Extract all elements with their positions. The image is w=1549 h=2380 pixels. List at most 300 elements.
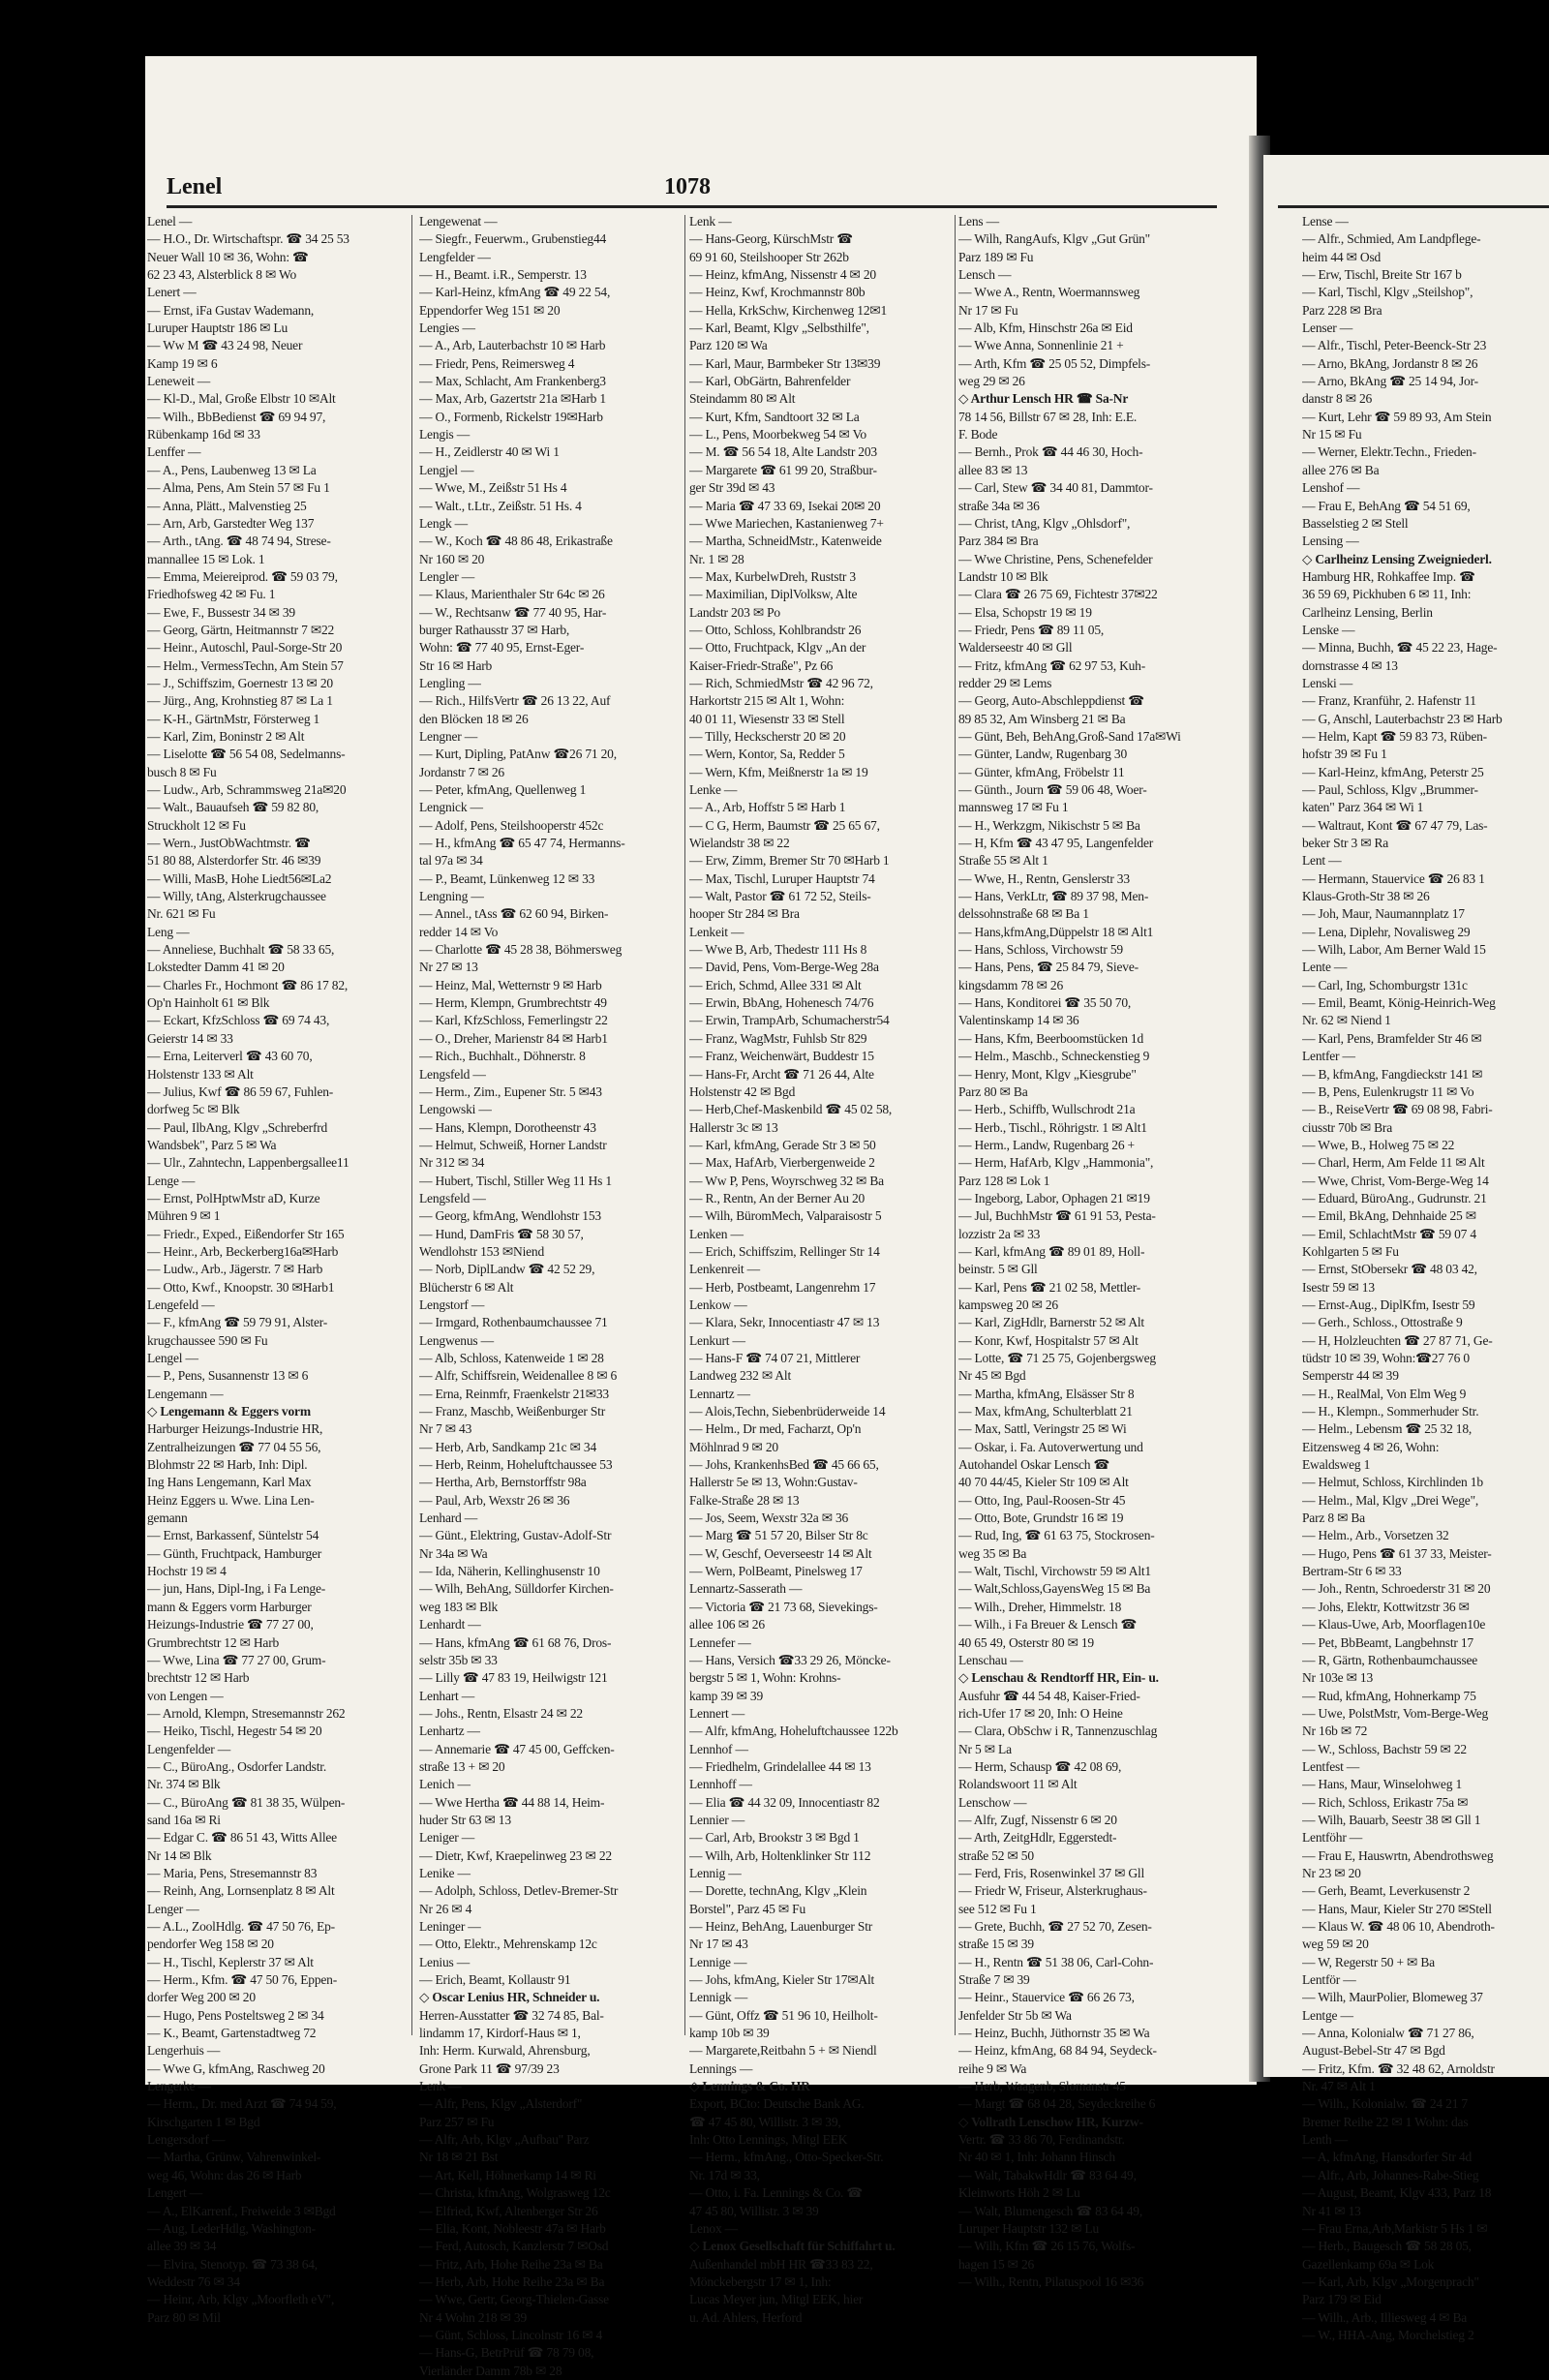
surname-heading: Lenth — xyxy=(1302,2132,1348,2148)
directory-entry-line: — Werner, Elektr.Techn., Frieden- xyxy=(1302,444,1476,460)
surname-heading: Lucas Meyer jun, Mitgl EEK, hier xyxy=(689,2292,864,2307)
surname-heading: katen" Parz 364 ✉ Wi 1 xyxy=(1302,800,1424,815)
surname-heading: 62 23 43, Alsterblick 8 ✉ Wo xyxy=(147,267,296,283)
directory-entry-line: — Franz, Weichenwärt, Buddestr 15 xyxy=(689,1049,874,1064)
surname-heading: allee 106 ✉ 26 xyxy=(689,1617,765,1632)
surname-heading: Herren-Ausstatter ☎ 32 74 85, Bal- xyxy=(419,2007,604,2023)
directory-entry-line: — Joh, Maur, Naumannplatz 17 xyxy=(1302,906,1465,922)
directory-entry-line: — Maximilian, DiplVolksw, Alte xyxy=(689,587,858,602)
surname-heading: Klaus-Groth-Str 38 ✉ 26 xyxy=(1302,889,1430,904)
directory-entry-line: — Helmut, Schloss, Kirchlinden 1b xyxy=(1302,1475,1483,1490)
directory-entry-line: — C., BüroAng ☎ 81 38 35, Wülpen- xyxy=(147,1794,346,1810)
directory-entry-line: — Karl, kfmAng ☎ 89 01 89, Holl- xyxy=(958,1243,1145,1259)
directory-entry-line: — Günt., Elektring, Gustav-Adolf-Str xyxy=(419,1528,612,1543)
directory-entry-line: — Eduard, BüroAng., Gudrunstr. 21 xyxy=(1302,1190,1487,1205)
surname-heading: Lenike — xyxy=(419,1865,471,1880)
surname-heading: Wohn: ☎ 77 40 95, Ernst-Eger- xyxy=(419,640,585,656)
surname-heading: Leneweit — xyxy=(147,374,211,389)
surname-heading: Lenhard — xyxy=(419,1510,478,1526)
surname-heading: Landweg 232 ✉ Alt xyxy=(689,1368,792,1384)
surname-heading: 51 80 88, Alsterdorfer Str. 46 ✉39 xyxy=(147,853,321,869)
directory-entry-line: — Alfr, Zugf, Nissenstr 6 ✉ 20 xyxy=(958,1812,1117,1827)
directory-entry-line: — Oskar, i. Fa. Autoverwertung und xyxy=(958,1439,1143,1454)
directory-entry-line: — Walt, Blumengesch ☎ 83 64 49, xyxy=(958,2203,1143,2218)
directory-entry-line: — Hugo, Pens Posteltsweg 2 ✉ 34 xyxy=(147,2007,324,2023)
surname-heading: Lenshof — xyxy=(1302,480,1360,496)
surname-heading: straße 52 ✉ 50 xyxy=(958,1847,1034,1863)
directory-entry-line: — Karl, Zim, Boninstr 2 ✉ Alt xyxy=(147,728,305,744)
directory-entry-line: — Christ, tAng, Klgv „Ohlsdorf", xyxy=(958,515,1131,531)
directory-entry-line: — Heinz, Kwf, Krochmannstr 80b xyxy=(689,285,866,300)
directory-entry-line: — Rud, kfmAng, Hohnerkamp 75 xyxy=(1302,1688,1476,1703)
directory-entry-line: — Siegfr., Feuerwm., Grubenstieg44 xyxy=(419,231,607,247)
directory-entry-line: — B., ReiseVertr ☎ 69 08 98, Fabri- xyxy=(1302,1102,1493,1117)
directory-entry-line: — Walt,Schloss,GayensWeg 15 ✉ Ba xyxy=(958,1581,1151,1597)
surname-heading: danstr 8 ✉ 26 xyxy=(1302,391,1373,407)
surname-heading: mannsweg 17 ✉ Fu 1 xyxy=(958,800,1069,815)
column-divider xyxy=(411,215,412,2035)
surname-heading: Ausfuhr ☎ 44 54 48, Kaiser-Fried- xyxy=(958,1688,1140,1703)
surname-heading: Wandsbek", Parz 5 ✉ Wa xyxy=(147,1137,277,1152)
surname-heading: Landstr 203 ✉ Po xyxy=(689,604,780,620)
directory-entry-line: — Jul, BuchhMstr ☎ 61 91 53, Pesta- xyxy=(958,1208,1156,1224)
directory-entry-line: — Helm., Lebensm ☎ 25 32 18, xyxy=(1302,1421,1473,1437)
directory-entry-line: — Alfr., Arb, Johannes-Rabe-Stieg xyxy=(1302,2167,1479,2182)
surname-heading: Wielandstr 38 ✉ 22 xyxy=(689,836,790,851)
surname-heading: mann & Eggers vorm Harburger xyxy=(147,1599,312,1614)
directory-entry-line: — Franz, Kranführ, 2. Hafenstr 11 xyxy=(1302,693,1476,709)
directory-entry-line: — Ewe, F., Bussestr 34 ✉ 39 xyxy=(147,604,295,620)
directory-entry-line: ◇ Vollrath Lenschow HR, Kurzw- xyxy=(958,2114,1143,2129)
directory-entry-line: — Helm, Kapt ☎ 59 83 73, Rüben- xyxy=(1302,728,1487,744)
header-rule-facing xyxy=(1278,205,1549,208)
surname-heading: Straße 7 ✉ 39 xyxy=(958,1972,1030,1988)
surname-heading: Lenkenreit — xyxy=(689,1262,760,1277)
directory-entry-line: — Charl, Herm, Am Felde 11 ✉ Alt xyxy=(1302,1155,1485,1171)
directory-entry-line: — Hans, Schloss, Virchowstr 59 xyxy=(958,942,1123,958)
surname-heading: Nr 15 ✉ Fu xyxy=(1302,427,1362,442)
directory-entry-line: — Helm., Maschb., Schneckenstieg 9 xyxy=(958,1049,1150,1064)
directory-entry-line: — K-H., GärtnMstr, Försterweg 1 xyxy=(147,711,320,726)
surname-heading: Lente — xyxy=(1302,960,1348,975)
directory-entry-line: — H, Holzleuchten ☎ 27 87 71, Ge- xyxy=(1302,1332,1493,1348)
directory-entry-line: — Wilh., Dreher, Himmelstr. 18 xyxy=(958,1599,1122,1614)
directory-entry-line: — Erwin, TrampArb, Schumacherstr54 xyxy=(689,1013,890,1028)
directory-entry-line: — B, kfmAng, Fangdieckstr 141 ✉ xyxy=(1302,1066,1483,1082)
surname-heading: Lentför — xyxy=(1302,1972,1356,1988)
surname-heading: Lenox — xyxy=(689,2220,738,2236)
directory-entry-line: — Max, KurbelwDreh, Ruststr 3 xyxy=(689,568,856,584)
directory-entry-line: — Klaus W. ☎ 48 06 10, Abendroth- xyxy=(1302,1919,1495,1934)
surname-heading: Nr 4 Wohn 218 ✉ 39 xyxy=(419,2309,527,2325)
directory-entry-line: — Hugo, Pens ☎ 61 37 33, Meister- xyxy=(1302,1545,1492,1561)
directory-entry-line: — Max, HafArb, Vierbergenweide 2 xyxy=(689,1155,875,1171)
surname-heading: Holstenstr 42 ✉ Bgd xyxy=(689,1083,796,1099)
surname-heading: see 512 ✉ Fu 1 xyxy=(958,1901,1037,1916)
surname-heading: Lengerhuis — xyxy=(147,2043,221,2059)
directory-entry-line: — Hund, DamFris ☎ 58 30 57, xyxy=(419,1226,584,1241)
directory-entry-line: — Hans, VerkLtr, ☎ 89 37 98, Men- xyxy=(958,889,1149,904)
surname-heading: Blohmstr 22 ✉ Harb, Inh: Dipl. xyxy=(147,1457,308,1473)
directory-entry-line: — Karl-Heinz, kfmAng, Peterstr 25 xyxy=(1302,764,1484,779)
surname-heading: 69 91 60, Steilshooper Str 262b xyxy=(689,249,849,264)
surname-heading: Mühren 9 ✉ 1 xyxy=(147,1208,221,1224)
surname-heading: mannallee 15 ✉ Lok. 1 xyxy=(147,551,265,566)
surname-heading: Lengnick — xyxy=(419,800,483,815)
surname-heading: allee 83 ✉ 13 xyxy=(958,462,1028,477)
surname-heading: Steindamm 80 ✉ Alt xyxy=(689,391,796,407)
surname-heading: Parz 80 ✉ Ba xyxy=(958,1083,1028,1099)
directory-entry-line: — Herb, Waagenb, Slomanstr 45 xyxy=(958,2079,1126,2094)
directory-entry-line: — H., Zeidlerstr 40 ✉ Wi 1 xyxy=(419,444,560,460)
surname-heading: Lengler — xyxy=(419,568,475,584)
surname-heading: Landstr 10 ✉ Blk xyxy=(958,568,1048,584)
surname-heading: kamp 10b ✉ 39 xyxy=(689,2026,770,2041)
directory-entry-line: — Charlotte ☎ 45 28 38, Böhmersweg xyxy=(419,942,623,958)
header-keyword: Lenel xyxy=(167,174,223,199)
directory-entry-line: — Herm., Landw, Rugenbarg 26 + xyxy=(958,1137,1135,1152)
column-3 xyxy=(689,213,960,2327)
surname-heading: Parz 128 ✉ Lok 1 xyxy=(958,1173,1050,1188)
surname-heading: Isestr 59 ✉ 13 xyxy=(1302,1279,1375,1295)
page-number: 1078 xyxy=(664,174,711,199)
directory-entry-line: — Annel., tAss ☎ 62 60 94, Birken- xyxy=(419,906,609,922)
surname-heading: Str 16 ✉ Harb xyxy=(419,657,493,673)
surname-heading: Walderseestr 40 ✉ Gll xyxy=(958,640,1073,656)
surname-heading: weg 183 ✉ Blk xyxy=(419,1599,499,1614)
directory-entry-line: — Wilh., Rentn, Pilatuspool 16 ✉36 xyxy=(958,2273,1144,2289)
directory-entry-line: ◇ Lenox Gesellschaft für Schiffahrt u. xyxy=(689,2239,896,2254)
directory-entry-line: — Frau Erna,Arb,Markistr 5 Hs 1 ✉ xyxy=(1302,2220,1488,2236)
surname-heading: 47 45 80, Willistr. 3 ✉ 39 xyxy=(689,2203,819,2218)
directory-entry-line: — Rich., Buchhalt., Döhnerstr. 8 xyxy=(419,1049,586,1064)
directory-entry-line: — Willi, MasB, Hohe Liedt56✉La2 xyxy=(147,870,332,886)
surname-heading: lindamm 17, Kirdorf-Haus ✉ 1, xyxy=(419,2026,581,2041)
directory-entry-line: — H., kfmAng ☎ 65 47 74, Hermanns- xyxy=(419,836,625,851)
surname-heading: weg 46, Wohn: das 26 ✉ Harb xyxy=(147,2167,302,2182)
surname-heading: lozzistr 2a ✉ 33 xyxy=(958,1226,1041,1241)
surname-heading: allee 39 ✉ 34 xyxy=(147,2239,217,2254)
surname-heading: Nr. 621 ✉ Fu xyxy=(147,906,216,922)
directory-entry-line: — Pet, BbBeamt, Langbehnstr 17 xyxy=(1302,1634,1473,1650)
directory-entry-line: — Ernst, PolHptwMstr aD, Kurze xyxy=(147,1190,320,1205)
directory-entry-line: — Wern, Kfm, Meißnerstr 1a ✉ 19 xyxy=(689,764,868,779)
directory-entry-line: — Georg, Auto-Abschleppdienst ☎ xyxy=(958,693,1144,709)
surname-heading: Holstenstr 133 ✉ Alt xyxy=(147,1066,254,1082)
directory-entry-line: — Erw, Zimm, Bremer Str 70 ✉Harb 1 xyxy=(689,853,890,869)
directory-entry-line: — Gerh., Schloss., Ottostraße 9 xyxy=(1302,1315,1463,1330)
surname-heading: reihe 9 ✉ Wa xyxy=(958,2060,1027,2076)
directory-entry-line: — Alb, Kfm, Hinschstr 26a ✉ Eid xyxy=(958,320,1133,336)
surname-heading: Lenk — xyxy=(419,2079,462,2094)
directory-entry-line: — Minna, Buchh, ☎ 45 22 23, Hage- xyxy=(1302,640,1498,656)
directory-entry-line: — Karl-Heinz, kfmAng ☎ 49 22 54, xyxy=(419,285,611,300)
directory-entry-line: — Margarete ☎ 61 99 20, Straßbur- xyxy=(689,462,877,477)
directory-entry-line: — Herb,Chef-Maskenbild ☎ 45 02 58, xyxy=(689,1102,893,1117)
surname-heading: Nr. 62 ✉ Niend 1 xyxy=(1302,1013,1391,1028)
surname-heading: Lengner — xyxy=(419,728,478,744)
surname-heading: Geierstr 14 ✉ 33 xyxy=(147,1030,233,1046)
surname-heading: tüdstr 10 ✉ 39, Wohn:☎27 76 0 xyxy=(1302,1351,1470,1365)
directory-entry-line: — Heinr., Arb, Beckerberg16a✉Harb xyxy=(147,1243,339,1259)
directory-entry-line: ◇ Lengemann & Eggers vorm xyxy=(147,1404,311,1419)
surname-heading: Semperstr 44 ✉ 39 xyxy=(1302,1368,1399,1384)
directory-entry-line: — Clara ☎ 26 75 69, Fichtestr 37✉22 xyxy=(958,587,1158,602)
surname-heading: Außenhandel mbH HR ☎33 83 22, xyxy=(689,2256,873,2272)
surname-heading: Nr 17 ✉ 43 xyxy=(689,1937,748,1952)
directory-entry-line: — Walt, Tischl, Virchowstr 59 ✉ Alt1 xyxy=(958,1564,1151,1579)
directory-entry-line: — Herb, Postbeamt, Langenrehm 17 xyxy=(689,1279,876,1295)
surname-heading: Lengfelder — xyxy=(419,249,491,264)
surname-heading: Lenel — xyxy=(147,214,193,229)
directory-entry-line: — Martha, Grünw, Vahrenwinkel- xyxy=(147,2150,321,2165)
surname-heading: 40 70 44/45, Kieler Str 109 ✉ Alt xyxy=(958,1475,1129,1490)
directory-entry-line: — Ernst, iFa Gustav Wademann, xyxy=(147,302,315,318)
directory-entry-line: — Ludw., Arb, Schrammsweg 21a✉20 xyxy=(147,782,347,797)
directory-entry-line: — Kl-D., Mal, Große Elbstr 10 ✉Alt xyxy=(147,391,336,407)
directory-entry-line: — Herm, Klempn, Grumbrechtstr 49 xyxy=(419,995,607,1011)
surname-heading: selstr 35b ✉ 33 xyxy=(419,1652,498,1667)
surname-heading: u. Ad. Ahlers, Herford xyxy=(689,2309,803,2325)
surname-heading: Lenski — xyxy=(1302,675,1353,690)
surname-heading: Eppendorfer Weg 151 ✉ 20 xyxy=(419,302,561,318)
directory-entry-line: — Johs, Elektr, Kottwitzstr 36 ✉ xyxy=(1302,1599,1470,1614)
directory-entry-line: — Paul, Schloss, Klgv „Brummer- xyxy=(1302,782,1478,797)
surname-heading: 78 14 56, Billstr 67 ✉ 28, Inh: E.E. xyxy=(958,409,1138,424)
directory-entry-line: — Walt., t.Ltr., Zeißstr. 51 Hs. 4 xyxy=(419,498,582,513)
directory-entry-line: — Wwe Christine, Pens, Schenefelder xyxy=(958,551,1153,566)
surname-heading: Nr. 47 ✉ Alt 1 xyxy=(1302,2079,1376,2094)
surname-heading: Lenhartz — xyxy=(419,1724,480,1739)
directory-entry-line: — August, Beamt, Klgv 433, Parz 18 xyxy=(1302,2185,1492,2201)
surname-heading: Lennartz-Sasserath — xyxy=(689,1581,803,1597)
directory-entry-line: — Otto, Fruchtpack, Klgv „An der xyxy=(689,640,866,656)
directory-entry-line: — Carl, Arb, Brookstr 3 ✉ Bgd 1 xyxy=(689,1830,860,1846)
surname-heading: hofstr 39 ✉ Fu 1 xyxy=(1302,747,1387,762)
directory-entry-line: — Hans-F ☎ 74 07 21, Mittlerer xyxy=(689,1351,861,1365)
surname-heading: 89 85 32, Am Winsberg 21 ✉ Ba xyxy=(958,711,1126,726)
directory-entry-line: — Hans, Versich ☎33 29 26, Möncke- xyxy=(689,1652,891,1667)
directory-entry-line: — Carl, Stew ☎ 34 40 81, Dammtor- xyxy=(958,480,1153,496)
directory-entry-line: — Hermann, Stauervice ☎ 26 83 1 xyxy=(1302,870,1485,886)
surname-heading: Falke-Straße 28 ✉ 13 xyxy=(689,1492,800,1508)
surname-heading: Lengling — xyxy=(419,675,481,690)
directory-entry-line: — Anna, Kolonialw ☎ 71 27 86, xyxy=(1302,2026,1474,2041)
surname-heading: Rübenkamp 16d ✉ 33 xyxy=(147,427,260,442)
directory-entry-line: — Ww M ☎ 43 24 98, Neuer xyxy=(147,338,303,353)
directory-entry-line: — Arnold, Klempn, Stresemannstr 262 xyxy=(147,1705,346,1721)
directory-entry-line: — W., HHA-Ang, Morchelstieg 2 xyxy=(1302,2327,1474,2342)
surname-heading: Nr 34a ✉ Wa xyxy=(419,1545,488,1561)
directory-entry-line: — Julius, Kwf ☎ 86 59 67, Fuhlen- xyxy=(147,1083,334,1099)
surname-heading: Lennhoff — xyxy=(689,1777,752,1792)
directory-entry-line: — Adolph, Schloss, Detlev-Bremer-Str xyxy=(419,1883,619,1899)
directory-entry-line: — Hella, KrkSchw, Kirchenweg 12✉1 xyxy=(689,302,888,318)
surname-heading: Jenfelder Str 5b ✉ Wa xyxy=(958,2007,1072,2023)
surname-heading: Luruper Hauptstr 186 ✉ Lu xyxy=(147,320,289,336)
directory-entry-line: — Martha, SchneidMstr., Katenweide xyxy=(689,534,882,549)
surname-heading: straße 34a ✉ 36 xyxy=(958,498,1040,513)
directory-entry-line: — Helm., Mal, Klgv „Drei Wege", xyxy=(1302,1492,1479,1508)
directory-entry-line: — Karl, Pens, Bramfelder Str 46 ✉ xyxy=(1302,1030,1482,1046)
directory-entry-line: — Art, Kell, Höhnerkamp 14 ✉ Ri xyxy=(419,2167,596,2182)
directory-entry-line: — W, Regerstr 50 + ✉ Ba xyxy=(1302,1954,1435,1969)
directory-entry-line: — Wwe A., Rentn, Woermannsweg xyxy=(958,285,1140,300)
directory-entry-line: — Karl, kfmAng, Gerade Str 3 ✉ 50 xyxy=(689,1137,876,1152)
directory-entry-line: — A., Arb, Hoffstr 5 ✉ Harb 1 xyxy=(689,800,846,815)
directory-entry-line: — Kurt, Lehr ☎ 59 89 93, Am Stein xyxy=(1302,409,1492,424)
directory-entry-line: — Herb, Reinm, Hoheluftchaussee 53 xyxy=(419,1457,613,1473)
directory-entry-line: — P., Pens, Susannenstr 13 ✉ 6 xyxy=(147,1368,309,1384)
directory-entry-line: — Alfr, Pens, Klgv „Alsterdorf" xyxy=(419,2096,583,2112)
surname-heading: Grone Park 11 ☎ 97/39 23 xyxy=(419,2060,560,2076)
surname-heading: August-Bebel-Str 47 ✉ Bgd xyxy=(1302,2043,1445,2059)
surname-heading: Ing Hans Lengemann, Karl Max xyxy=(147,1475,312,1490)
directory-entry-line: — O., Dreher, Marienstr 84 ✉ Harb1 xyxy=(419,1030,608,1046)
surname-heading: Nr 14 ✉ Blk xyxy=(147,1847,212,1863)
directory-entry-line: — Karl, KfzSchloss, Femerlingstr 22 xyxy=(419,1013,608,1028)
directory-entry-line: — B, Pens, Eulenkrugstr 11 ✉ Vo xyxy=(1302,1083,1474,1099)
directory-entry-line: — Herb., Schiffb, Wullschrodt 21a xyxy=(958,1102,1136,1117)
directory-entry-line: — Arno, BkAng, Jordanstr 8 ✉ 26 xyxy=(1302,355,1478,371)
directory-entry-line: — Walt, TabakwHdlr ☎ 83 64 49, xyxy=(958,2167,1137,2182)
directory-entry-line: — Günter, kfmAng, Fröbelstr 11 xyxy=(958,764,1125,779)
directory-entry-line: — Otto, Ing, Paul-Roosen-Str 45 xyxy=(958,1492,1126,1508)
directory-entry-line: — Lotte, ☎ 71 25 75, Gojenbergsweg xyxy=(958,1351,1156,1365)
directory-entry-line: — Heinr., Autoschl, Paul-Sorge-Str 20 xyxy=(147,640,343,656)
surname-heading: delssohnstraße 68 ✉ Ba 1 xyxy=(958,906,1089,922)
directory-entry-line: — Gerh, Beamt, Leverkusenstr 2 xyxy=(1302,1883,1471,1899)
directory-entry-line: — A., ElKarrenf., Freiweide 3 ✉Bgd xyxy=(147,2203,336,2218)
directory-entry-line: — Emil, Beamt, König-Heinrich-Weg xyxy=(1302,995,1496,1011)
surname-heading: Friedhofsweg 42 ✉ Fu. 1 xyxy=(147,587,276,602)
surname-heading: Wendlohstr 153 ✉Niend xyxy=(419,1243,545,1259)
directory-entry-line: — Ulr., Zahntechn, Lappenbergsallee11 xyxy=(147,1155,349,1171)
surname-heading: Lenius — xyxy=(419,1954,471,1969)
surname-heading: den Blöcken 18 ✉ 26 xyxy=(419,711,529,726)
surname-heading: Valentinskamp 14 ✉ 36 xyxy=(958,1013,1079,1028)
surname-heading: Hallerstr 3c ✉ 13 xyxy=(689,1119,778,1135)
directory-entry-line: — Wern, PolBeamt, Pinelsweg 17 xyxy=(689,1564,863,1579)
surname-heading: Lengning — xyxy=(419,889,484,904)
surname-heading: Lens — xyxy=(958,214,999,229)
surname-heading: Nr 27 ✉ 13 xyxy=(419,960,478,975)
surname-heading: Kohlgarten 5 ✉ Fu xyxy=(1302,1243,1399,1259)
surname-heading: Parz 120 ✉ Wa xyxy=(689,338,768,353)
directory-entry-line: — Karl, Maur, Barmbeker Str 13✉39 xyxy=(689,355,881,371)
directory-entry-line: — Hans, Maur, Winselohweg 1 xyxy=(1302,1777,1462,1792)
directory-entry-line: — Max, Sattl, Veringstr 25 ✉ Wi xyxy=(958,1421,1127,1437)
surname-heading: Lengsfeld — xyxy=(419,1190,486,1205)
directory-entry-line: — Karl, Pens ☎ 21 02 58, Mettler- xyxy=(958,1279,1141,1295)
directory-entry-line: — Friedhelm, Grindelallee 44 ✉ 13 xyxy=(689,1758,871,1774)
directory-entry-line: — Wilh, RangAufs, Klgv „Gut Grün" xyxy=(958,231,1150,247)
directory-entry-line: — Helm., Dr med, Facharzt, Op'n xyxy=(689,1421,862,1437)
directory-entry-line: — Hans, kfmAng ☎ 61 68 76, Dros- xyxy=(419,1634,612,1650)
surname-heading: Lenkeit — xyxy=(689,924,744,939)
surname-heading: Lenert — xyxy=(147,285,197,300)
directory-entry-line: — H, Kfm ☎ 43 47 95, Langenfelder xyxy=(958,836,1154,851)
directory-entry-line: — Heinr., Stauervice ☎ 66 26 73, xyxy=(958,1990,1135,2005)
surname-heading: Nr 5 ✉ La xyxy=(958,1741,1012,1756)
directory-entry-line: — Ferd, Autosch, Kanzlerstr 7 ✉Osd xyxy=(419,2239,609,2254)
directory-entry-line: — Emma, Meiereiprod. ☎ 59 03 79, xyxy=(147,568,338,584)
directory-entry-line: — Alois,Techn, Siebenbrüderweide 14 xyxy=(689,1404,886,1419)
surname-heading: brechtstr 12 ✉ Harb xyxy=(147,1670,250,1686)
surname-heading: Lengert — xyxy=(147,2185,203,2201)
surname-heading: krugchaussee 590 ✉ Fu xyxy=(147,1332,268,1348)
directory-entry-line: — Heiko, Tischl, Hegestr 54 ✉ 20 xyxy=(147,1724,322,1739)
surname-heading: busch 8 ✉ Fu xyxy=(147,764,217,779)
surname-heading: Lenge — xyxy=(147,1173,196,1188)
surname-heading: Möhlnrad 9 ✉ 20 xyxy=(689,1439,778,1454)
directory-entry-line: — A, kfmAng, Hansdorfer Str 4d xyxy=(1302,2150,1473,2165)
directory-entry-line: — Rud, Ing, ☎ 61 63 75, Stockrosen- xyxy=(958,1528,1155,1543)
directory-entry-line: — Wilh, BüromMech, Valparaisostr 5 xyxy=(689,1208,882,1224)
surname-heading: Export, BCto: Deutsche Bank AG. xyxy=(689,2096,865,2112)
directory-entry-line: — Herm, Schausp ☎ 42 08 69, xyxy=(958,1758,1122,1774)
surname-heading: Hallerstr 5e ✉ 13, Wohn:Gustav- xyxy=(689,1475,858,1490)
surname-heading: Lengies — xyxy=(419,320,475,336)
surname-heading: Lengowski — xyxy=(419,1102,492,1117)
directory-entry-line: — Martha, kfmAng, Elsässer Str 8 xyxy=(958,1386,1135,1401)
directory-entry-line: — Hans, Pens, ☎ 25 84 79, Sieve- xyxy=(958,960,1139,975)
directory-entry-line: — Karl, Beamt, Klgv „Selbsthilfe", xyxy=(689,320,869,336)
surname-heading: Lengis — xyxy=(419,427,471,442)
directory-entry-line: — Maria ☎ 47 33 69, Isekai 20✉ 20 xyxy=(689,498,881,513)
directory-entry-line: — Wern., JustObWachtmstr. ☎ xyxy=(147,836,311,851)
directory-entry-line: — Anna, Plätt., Malvenstieg 25 xyxy=(147,498,307,513)
directory-entry-line: — A.L., ZoolHdlg. ☎ 47 50 76, Ep- xyxy=(147,1919,335,1934)
surname-heading: Lennigk — xyxy=(689,1990,748,2005)
directory-entry-line: — Heinz, BehAng, Lauenburger Str xyxy=(689,1919,873,1934)
surname-heading: rich-Ufer 17 ✉ 20, Inh: O Heine xyxy=(958,1705,1123,1721)
directory-entry-line: — Franz, Maschb, Weißenburger Str xyxy=(419,1404,606,1419)
directory-entry-line: — Margarete,Reitbahn 5 + ✉ Niendl xyxy=(689,2043,877,2059)
directory-entry-line: — Ernst, StObersekr ☎ 48 03 42, xyxy=(1302,1262,1477,1277)
directory-entry-line: — Günt, Offz ☎ 51 96 10, Heilholt- xyxy=(689,2007,878,2023)
directory-entry-line: — J., Schiffszim, Goernestr 13 ✉ 20 xyxy=(147,675,333,690)
directory-entry-line: — Erwin, BbAng, Hohenesch 74/76 xyxy=(689,995,874,1011)
directory-entry-line: — Frau E, BehAng ☎ 54 51 69, xyxy=(1302,498,1471,513)
directory-entry-line: — H., Tischl, Keplerstr 37 ✉ Alt xyxy=(147,1954,314,1969)
directory-entry-line: — Alma, Pens, Am Stein 57 ✉ Fu 1 xyxy=(147,480,330,496)
surname-heading: Lenffer — xyxy=(147,444,201,460)
surname-heading: Nr 23 ✉ 20 xyxy=(1302,1865,1361,1880)
directory-entry-line: — Wilh, Labor, Am Berner Wald 15 xyxy=(1302,942,1486,958)
directory-entry-line: ◇ Lenschau & Rendtorff HR, Ein- u. xyxy=(958,1670,1159,1686)
scan-border-left xyxy=(0,0,145,2108)
directory-entry-line: — Wwe, H., Rentn, Genslerstr 33 xyxy=(958,870,1130,886)
directory-entry-line: — Friedr., Exped., Eißendorfer Str 165 xyxy=(147,1226,345,1241)
directory-entry-line: — Wwe, Gertr, Georg-Thielen-Gasse xyxy=(419,2292,609,2307)
surname-heading: von Lengen — xyxy=(147,1688,224,1703)
directory-entry-line: — Wilh, Arb, Holtenklinker Str 112 xyxy=(689,1847,871,1863)
directory-entry-line: — Arn, Arb, Garstedter Weg 137 xyxy=(147,515,315,531)
surname-heading: Gazellenkamp 69a ✉ Lok xyxy=(1302,2256,1435,2272)
surname-heading: Nr 45 ✉ Bgd xyxy=(958,1368,1026,1384)
directory-entry-line: — Peter, kfmAng, Quellenweg 1 xyxy=(419,782,587,797)
directory-entry-line: — Max, Tischl, Luruper Hauptstr 74 xyxy=(689,870,875,886)
directory-entry-line: — Alfr, Schiffsrein, Weidenallee 8 ✉ 6 xyxy=(419,1368,618,1384)
directory-entry-line: — Johs, KrankenhsBed ☎ 45 66 65, xyxy=(689,1457,879,1473)
directory-entry-line: — P., Beamt, Lünkenweg 12 ✉ 33 xyxy=(419,870,595,886)
directory-entry-line: — Elfried, Kwf, Altenberger Str 26 xyxy=(419,2203,598,2218)
surname-heading: Lenser — xyxy=(1302,320,1353,336)
directory-entry-line: — Otto, Kwf., Knoopstr. 30 ✉Harb1 xyxy=(147,1279,335,1295)
surname-heading: Op'n Hainholt 61 ✉ Blk xyxy=(147,995,270,1011)
surname-heading: pendorfer Weg 158 ✉ 20 xyxy=(147,1937,274,1952)
